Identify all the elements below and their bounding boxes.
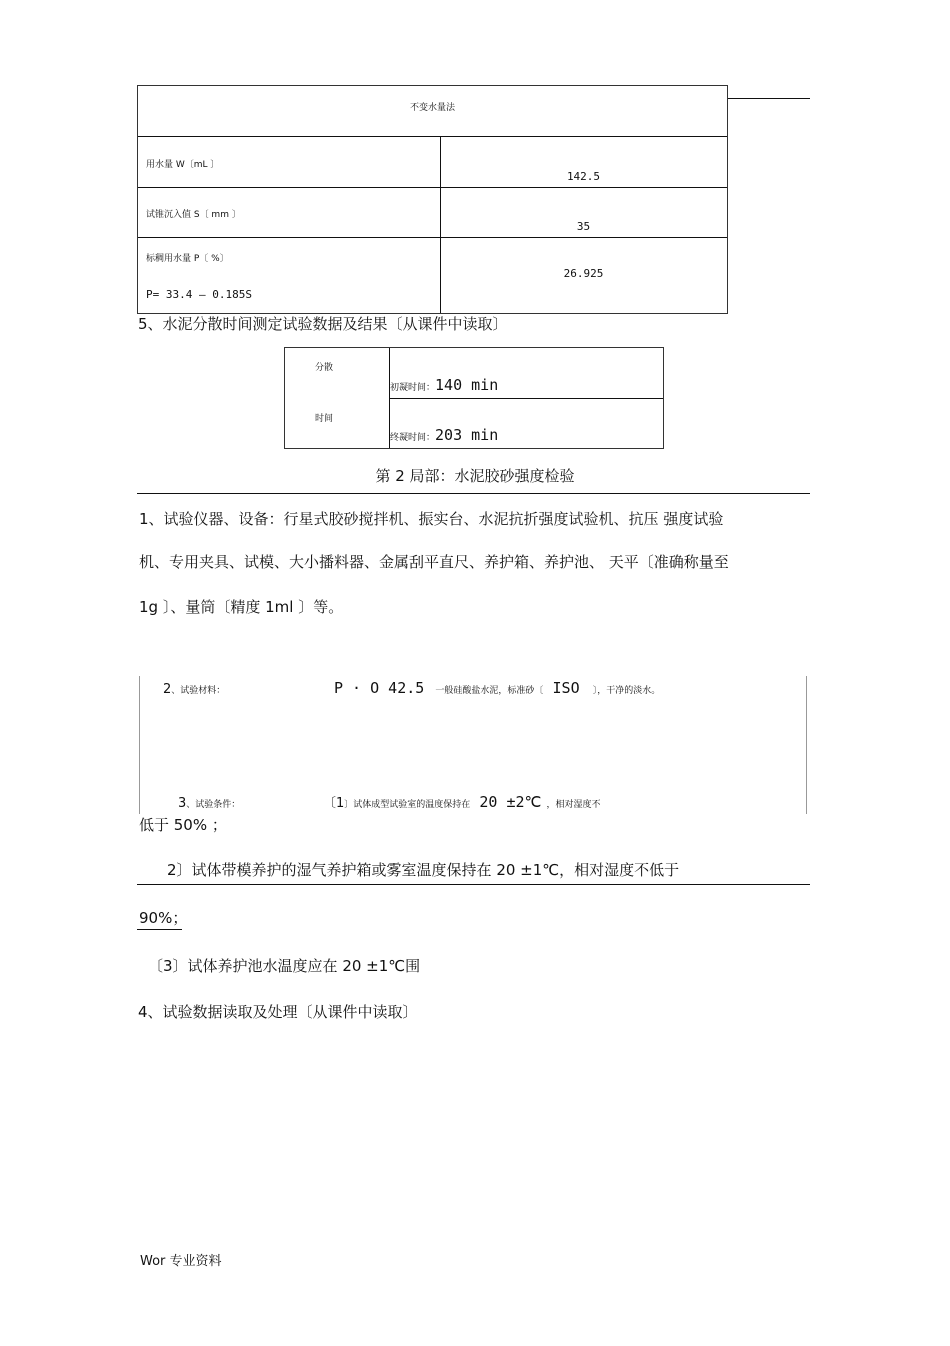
materials-desc-2: 〕，干净的淡水。	[592, 686, 661, 696]
row-value-standard-water: 26.925	[563, 267, 604, 280]
row-value-water: 142.5	[566, 170, 601, 183]
equipment-line-3: 1g 〕、量筒〔精度 1ml 〕等。	[139, 598, 344, 616]
conditions-heading	[178, 792, 240, 811]
equipment-line-1: 1、试验仪器、设备：行星式胶砂搅拌机、振实台、水泥抗折强度试验机、抗压 强度试验	[139, 510, 724, 528]
top-right-rule	[727, 98, 810, 99]
condition-1-text: 〕试体成型试验室的温度保持在	[344, 800, 471, 810]
condition-2-continued: 90%；	[139, 909, 188, 927]
final-setting-value: 203 min	[435, 426, 499, 444]
condition-1-temp: 20 ±2℃	[479, 793, 542, 811]
part2-rule	[137, 493, 810, 494]
setting-label-bottom: 时间	[315, 414, 334, 424]
footer-text: Wor 专业资料	[140, 1254, 222, 1269]
condition-2-rule	[137, 884, 810, 885]
row-label-cone-depth: 试锥沉入值 S〔 mm 〕	[146, 210, 241, 220]
final-setting-label: 终凝时间：	[390, 433, 436, 443]
row-label-water: 用水量 W〔mL 〕	[146, 160, 220, 170]
materials-desc-1: 一般硅酸盐水泥，标准砂〔	[435, 686, 544, 696]
water-amount-table	[137, 85, 728, 314]
condition-3: 〔3〕试体养护池水温度应在 20 ±1℃围	[148, 957, 421, 975]
condition-1-prefix: 〔1	[323, 796, 345, 811]
conditions-label: 、试验条件：	[186, 800, 241, 810]
equipment-line-2: 机、专用夹具、试模、大小播料器、金属刮平直尺、养护箱、养护池、 天平〔准确称量至	[139, 553, 729, 571]
initial-setting-cell	[390, 375, 498, 394]
condition-1	[323, 792, 601, 811]
condition-2-underline	[137, 929, 182, 930]
row-formula: P= 33.4 — 0.185S	[146, 288, 252, 301]
materials-heading	[163, 678, 225, 697]
row-label-standard-water: 标稠用水量 P〔 %〕	[146, 254, 229, 264]
materials-content	[334, 678, 660, 697]
condition-1-tail: ，相对湿度不	[546, 800, 601, 810]
condition-2: 2〕试体带模养护的湿气养护箱或雾室温度保持在 20 ±1℃，相对湿度不低于	[167, 861, 680, 879]
table-rule	[138, 136, 727, 137]
table-rule	[389, 398, 663, 399]
setting-label-top: 分散	[315, 363, 334, 373]
condition-1-continued: 低于 50% ；	[139, 816, 227, 834]
materials-label: 、试验材料：	[171, 686, 226, 696]
materials-iso: ISO	[552, 679, 580, 697]
conditions-number: 3	[178, 796, 187, 811]
setting-time-table	[284, 347, 664, 449]
initial-setting-label: 初凝时间：	[390, 383, 436, 393]
table-rule	[138, 187, 727, 188]
block-left-border	[139, 676, 140, 814]
materials-number: 2	[163, 682, 172, 697]
row-value-cone-depth: 35	[576, 220, 591, 233]
item-4-heading: 4、试验数据读取及处理〔从课件中读取〕	[138, 1003, 418, 1021]
section5-heading: 5、水泥分散时间测定试验数据及结果〔从课件中读取〕	[138, 315, 508, 333]
table-header: 不变水量法	[409, 103, 455, 113]
final-setting-cell	[390, 425, 498, 444]
table-rule	[138, 237, 727, 238]
initial-setting-value: 140 min	[435, 376, 499, 394]
part2-title: 第 2 局部：水泥胶砂强度检验	[375, 467, 575, 485]
cement-grade: P · O 42.5	[334, 679, 425, 697]
block-right-border	[806, 676, 807, 814]
